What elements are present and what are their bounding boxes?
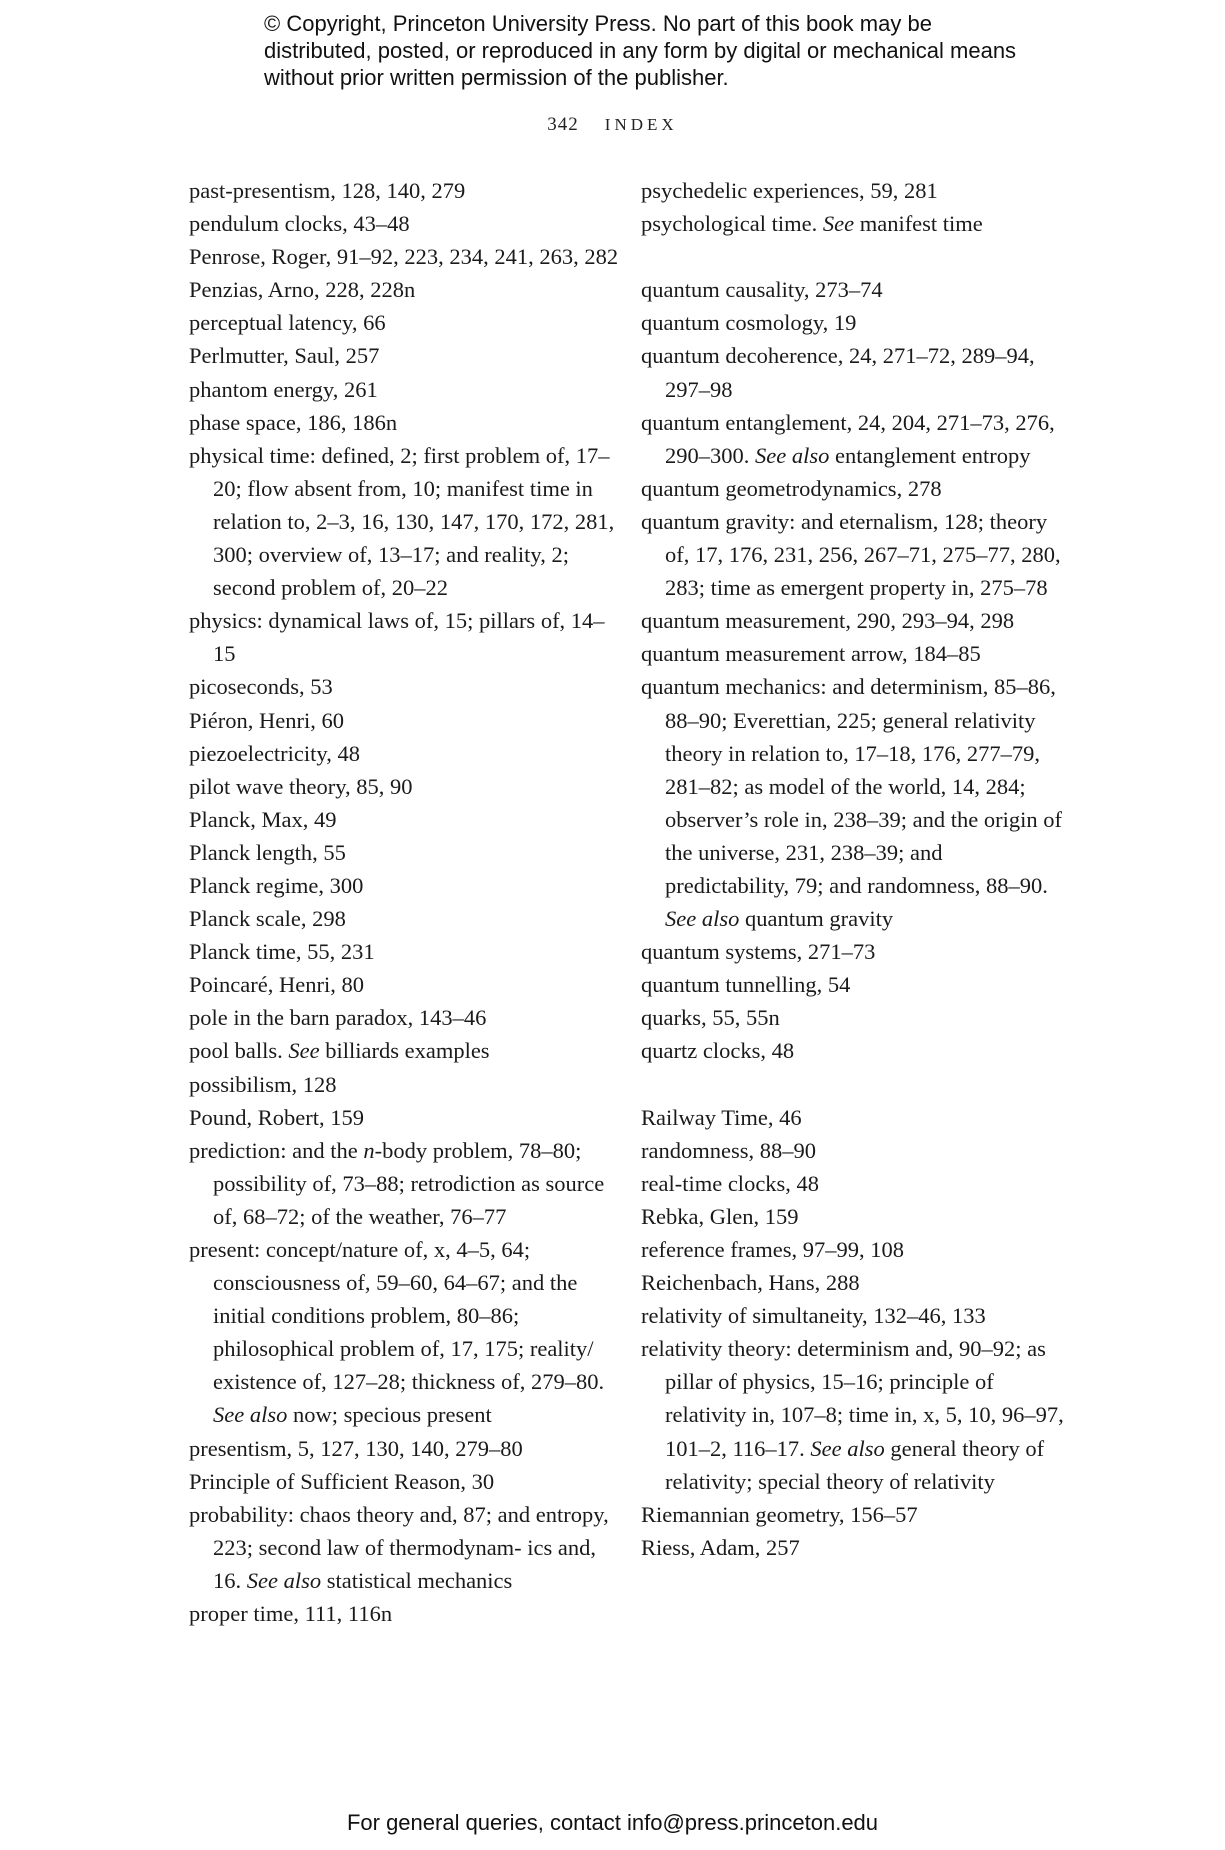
index-entry: Riess, Adam, 257 <box>641 1534 800 1560</box>
index-entry: past-presentism, 128, 140, 279 <box>189 178 466 203</box>
index-entry: Planck regime, 300 <box>189 872 364 898</box>
index-entry: quantum entanglement, 24, 204, 271–73, 276, 290–300. See also entanglement entropy <box>641 409 1055 468</box>
index-entry: pilot wave theory, 85, 90 <box>189 773 413 799</box>
index-entry: Riemannian geometry, 156–57 <box>641 1501 918 1527</box>
index-entry: quantum geometrodynamics, 278 <box>641 475 942 501</box>
index-entry: Planck, Max, 49 <box>189 806 337 832</box>
letter-group-gap <box>641 1068 1071 1101</box>
index-entry: quantum systems, 271–73 <box>641 939 876 965</box>
index-entry: Principle of Sufficient Reason, 30 <box>189 1468 495 1494</box>
index-entry: quantum causality, 273–74 <box>641 277 883 303</box>
index-entry: Railway Time, 46 <box>641 1104 802 1130</box>
index-entry: Penzias, Arno, 228, 228n <box>189 277 416 303</box>
index-entry: pole in the barn paradox, 143–46 <box>189 1005 487 1031</box>
page-number: 342 <box>547 114 579 135</box>
index-entry: relativity of simultaneity, 132–46, 133 <box>641 1303 986 1329</box>
index-entry: quarks, 55, 55n <box>641 1005 780 1031</box>
index-entry: probability: chaos theory and, 87; and entropy, 223; second law of thermodynam- ics and, 16. See also statistical mechanics <box>189 1501 609 1593</box>
index-entry: Piéron, Henri, 60 <box>189 707 344 733</box>
index-entry: Poincaré, Henri, 80 <box>189 972 364 998</box>
index-entry: perceptual latency, 66 <box>189 310 386 336</box>
index-entry: psychedelic experiences, 59, 281 <box>641 178 938 203</box>
index-entry: quantum decoherence, 24, 271–72, 289–94, 297–98 <box>641 343 1035 402</box>
index-entry: Reichenbach, Hans, 288 <box>641 1270 860 1296</box>
index-entry: pendulum clocks, 43–48 <box>189 211 410 237</box>
index-entry: Planck scale, 298 <box>189 906 346 932</box>
index-entry: presentism, 5, 127, 130, 140, 279–80 <box>189 1435 523 1461</box>
index-entry: quantum measurement arrow, 184–85 <box>641 641 981 667</box>
index-entry: reference frames, 97–99, 108 <box>641 1237 905 1262</box>
index-entry: pool balls. See billiards examples <box>189 1038 490 1064</box>
index-entry: quantum mechanics: and determinism, 85–86, 88–90; Everettian, 225; general relativity theory in relation to, 17–18, 176, 277–79, 281–82; as model of the world, 14, 284; observer’s role in, 238–39; and the origin of the universe, 231, 238–39; and predictability, 79; and randomness, 88–90. See also quantum gravity <box>641 674 1063 932</box>
index-entry: Rebka, Glen, 159 <box>641 1203 799 1229</box>
index-entry: present: concept/nature of, x, 4–5, 64; consciousness of, 59–60, 64–67; and the initial conditions problem, 80–86; philosophical problem of, 17, 175; reality/ existence of, 127–28; thickness of, 279–80. See also now; specious present <box>189 1237 605 1428</box>
index-entry: possibilism, 128 <box>189 1071 337 1097</box>
index-entry: phantom energy, 261 <box>189 376 378 402</box>
index-entry: quantum cosmology, 19 <box>641 310 857 336</box>
index-entry: Pound, Robert, 159 <box>189 1104 365 1130</box>
index-entry: proper time, 111, 116n <box>189 1601 393 1627</box>
index-entry: real-time clocks, 48 <box>641 1170 820 1196</box>
index-column-right <box>641 174 1071 1564</box>
footer-contact: For general queries, contact info@press.princeton.edu <box>346 1810 879 1835</box>
index-entry: piezoelectricity, 48 <box>189 740 360 766</box>
index-entry: psychological time. See manifest time <box>641 211 983 237</box>
index-entry: Planck time, 55, 231 <box>189 939 375 965</box>
index-entry: prediction: and the n-body problem, 78–80; possibility of, 73–88; retrodiction as source of, 68–72; of the weather, 76–77 <box>189 1137 605 1229</box>
index-entry: quartz clocks, 48 <box>641 1038 795 1064</box>
index-entry: physics: dynamical laws of, 15; pillars of, 14–15 <box>189 608 605 667</box>
index-entry: quantum tunnelling, 54 <box>641 972 851 998</box>
index-entry: quantum gravity: and eternalism, 128; theory of, 17, 176, 231, 256, 267–71, 275–77, 280, 283; time as emergent property in, 275–78 <box>641 508 1061 601</box>
index-entry: Penrose, Roger, 91–92, 223, 234, 241, 263, 282 <box>189 244 619 270</box>
running-head <box>0 114 1225 136</box>
index-column-left <box>189 174 619 1630</box>
copyright-notice: © Copyright, Princeton University Press. No part of this book may be distributed, posted, or reproduced in any form by digital or mechanical means without prior written permission of the publisher. <box>264 11 1017 90</box>
index-entry: randomness, 88–90 <box>641 1137 816 1163</box>
index-entry: Perlmutter, Saul, 257 <box>189 343 380 369</box>
index-entry: physical time: defined, 2; first problem of, 17–20; flow absent from, 10; manifest time in relation to, 2–3, 16, 130, 147, 170, 172, 281, 300; overview of, 13–17; and reality, 2; second problem of, 20–22 <box>189 442 615 601</box>
index-entry: phase space, 186, 186n <box>189 409 398 435</box>
index-entry: Planck length, 55 <box>189 839 346 865</box>
index-entry: picoseconds, 53 <box>189 674 333 700</box>
section-title: INDEX <box>604 115 678 134</box>
index-entry: relativity theory: determinism and, 90–92; as pillar of physics, 15–16; principle of relativity in, 107–8; time in, x, 5, 10, 96–97, 101–2, 116–17. See also general theory of relativity; special theory of relativity <box>641 1336 1064 1494</box>
index-entry: quantum measurement, 290, 293–94, 298 <box>641 608 1015 634</box>
letter-group-gap <box>641 240 1071 273</box>
